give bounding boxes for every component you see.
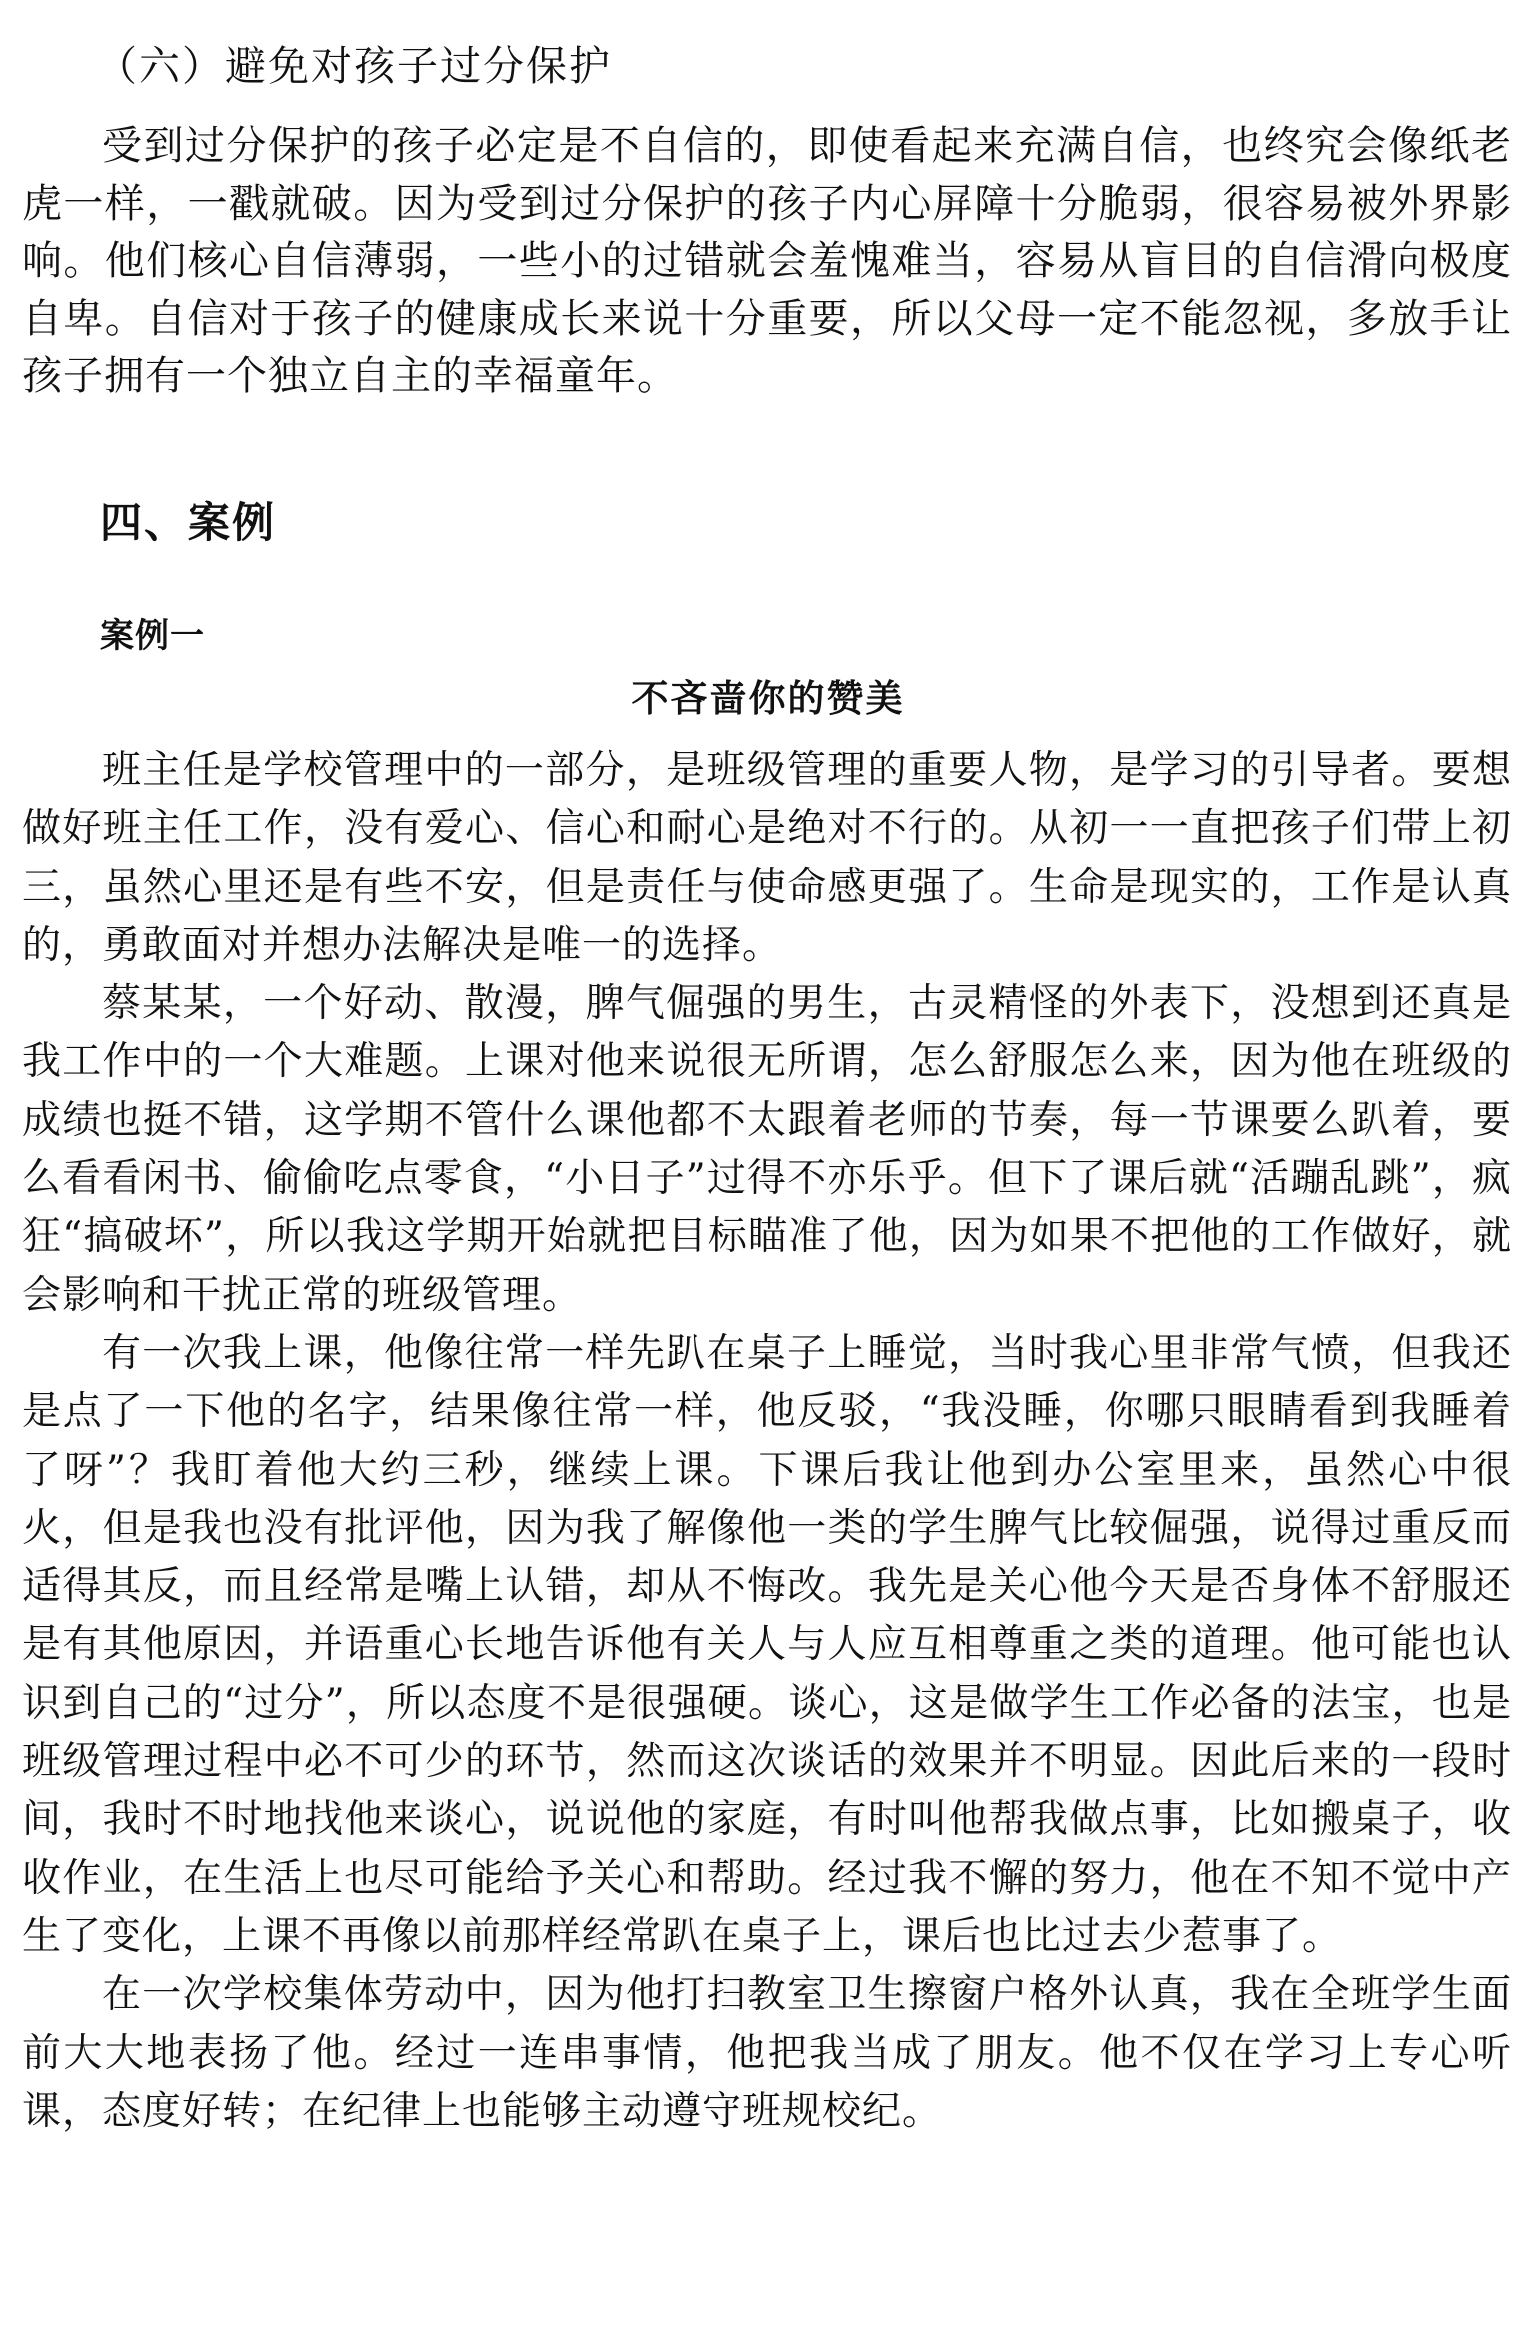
body-paragraph: 班主任是学校管理中的一部分，是班级管理的重要人物，是学习的引导者。要想做好班主任工作，没有爱心、信心和耐心是绝对不行的。从初一一直把孩子们带上初三，虽然心里还是有些不安，但是责任与使命感更强了。生命是现实的，工作是认真的，勇敢面对并想办法解决是唯一的选择。: [22, 748, 1512, 968]
subsection-title: （六）避免对孩子过分保护: [96, 42, 612, 90]
section-heading: 四、案例: [100, 498, 277, 547]
case-label: 案例一: [100, 616, 205, 656]
body-paragraph: 受到过分保护的孩子必定是不自信的，即使看起来充满自信，也终究会像纸老虎一样，一戳就破。因为受到过分保护的孩子内心屏障十分脆弱，很容易被外界影响。他们核心自信薄弱，一些小的过错就会羞愧难当，容易从盲目的自信滑向极度自卑。自信对于孩子的健康成长来说十分重要，所以父母一定不能忽视，多放手让孩子拥有一个独立自主的幸福童年。: [22, 123, 1512, 400]
case-body: [22, 742, 1512, 2141]
body-paragraph: 有一次我上课，他像往常一样先趴在桌子上睡觉，当时我心里非常气愤，但我还是点了一下他的名字，结果像往常一样，他反驳，“我没睡，你哪只眼睛看到我睡着了呀”？我盯着他大约三秒，继续上课。下课后我让他到办公室里来，虽然心中很火，但是我也没有批评他，因为我了解像他一类的学生脾气比较倔强，说得过重反而适得其反，而且经常是嘴上认错，却从不悔改。我先是关心他今天是否身体不舒服还是有其他原因，并语重心长地告诉他有关人与人应互相尊重之类的道理。他可能也认识到自己的“过分”，所以态度不是很强硬。谈心，这是做学生工作必备的法宝，也是班级管理过程中必不可少的环节，然而这次谈话的效果并不明显。因此后来的一段时间，我时不时地找他来谈心，说说他的家庭，有时叫他帮我做点事，比如搬桌子，收收作业，在生活上也尽可能给予关心和帮助。经过我不懈的努力，他在不知不觉中产生了变化，上课不再像以前那样经常趴在桌子上，课后也比过去少惹事了。: [22, 1330, 1512, 1959]
body-paragraph: 在一次学校集体劳动中，因为他打扫教室卫生擦窗户格外认真，我在全班学生面前大大地表扬了他。经过一连串事情，他把我当成了朋友。他不仅在学习上专心听课，态度好转；在纪律上也能够主动遵守班规校纪。: [22, 1972, 1512, 2134]
case-title: 不吝啬你的赞美: [631, 676, 905, 720]
subsection-body: [22, 118, 1512, 406]
body-paragraph: 蔡某某，一个好动、散漫，脾气倔强的男生，古灵精怪的外表下，没想到还真是我工作中的一个大难题。上课对他来说很无所谓，怎么舒服怎么来，因为他在班级的成绩也挺不错，这学期不管什么课他都不太跟着老师的节奏，每一节课要么趴着，要么看看闲书、偷偷吃点零食，“小日子”过得不亦乐乎。但下了课后就“活蹦乱跳”，疯狂“搞破坏”，所以我这学期开始就把目标瞄准了他，因为如果不把他的工作做好，就会影响和干扰正常的班级管理。: [22, 981, 1512, 1318]
